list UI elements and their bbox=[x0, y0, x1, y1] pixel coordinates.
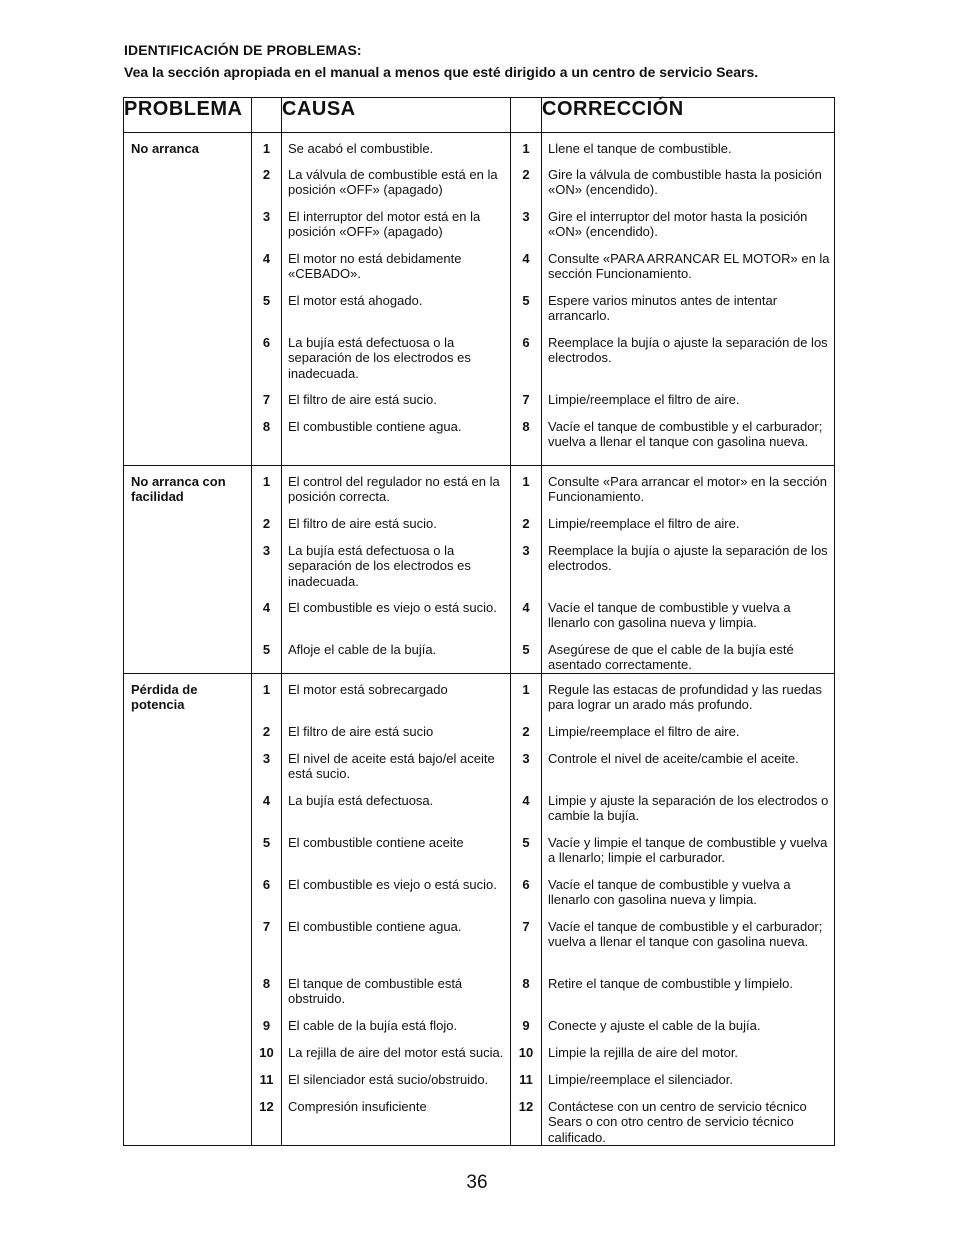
page-number: 36 bbox=[466, 1172, 488, 1193]
correction-text: Retire el tanque de combustible y límpielo. bbox=[548, 976, 793, 991]
correction-text: Contáctese con un centro de servicio técnico Sears o con otro centro de servicio técnico calificado. bbox=[548, 1099, 807, 1145]
correction-number: 2 bbox=[522, 516, 530, 531]
correction-text: Controle el nivel de aceite/cambie el aceite. bbox=[548, 751, 799, 766]
column-header-cause-number bbox=[252, 98, 282, 133]
cause-number: 3 bbox=[262, 751, 271, 766]
column-header-correction: CORRECCIÓN bbox=[542, 98, 835, 133]
cause-text: El motor está ahogado. bbox=[288, 293, 423, 308]
cause-number: 2 bbox=[262, 516, 271, 531]
cause-text: El combustible es viejo o está sucio. bbox=[288, 600, 497, 615]
cause-number: 1 bbox=[262, 141, 271, 156]
correction-number: 7 bbox=[522, 919, 530, 934]
table-row bbox=[124, 674, 835, 1146]
cause-number: 5 bbox=[262, 835, 271, 850]
correction-text: Reemplace la bujía o ajuste la separación de los electrodos. bbox=[548, 543, 828, 574]
correction-text: Limpie/reemplace el filtro de aire. bbox=[548, 516, 740, 531]
cause-text-column bbox=[282, 466, 511, 674]
cause-number: 10 bbox=[259, 1045, 274, 1060]
correction-number-column bbox=[511, 466, 542, 674]
cause-text: El tanque de combustible está obstruido. bbox=[288, 976, 463, 1007]
correction-number: 1 bbox=[522, 474, 530, 489]
cause-text: El filtro de aire está sucio. bbox=[288, 516, 437, 531]
correction-number: 2 bbox=[522, 724, 530, 739]
correction-text-column bbox=[542, 674, 835, 1146]
cause-text: El combustible contiene aceite bbox=[288, 835, 464, 850]
correction-number: 9 bbox=[522, 1018, 530, 1033]
cause-text: El filtro de aire está sucio. bbox=[288, 392, 437, 407]
correction-text: Consulte «Para arrancar el motor» en la sección Funcionamiento. bbox=[548, 474, 827, 505]
cause-number: 8 bbox=[262, 419, 271, 434]
cause-number: 2 bbox=[262, 167, 271, 182]
correction-text: Reemplace la bujía o ajuste la separación de los electrodos. bbox=[548, 335, 828, 366]
cause-text: El motor está sobrecargado bbox=[288, 682, 448, 697]
correction-text-column bbox=[542, 466, 835, 674]
correction-number: 1 bbox=[522, 682, 530, 697]
correction-text: Limpie/reemplace el filtro de aire. bbox=[548, 392, 740, 407]
cause-number: 5 bbox=[262, 642, 271, 657]
correction-number: 3 bbox=[522, 751, 530, 766]
cause-number-column bbox=[252, 133, 282, 466]
cause-number: 8 bbox=[262, 976, 271, 991]
correction-number-column bbox=[511, 674, 542, 1146]
problem-cell: Pérdida de potencia bbox=[124, 674, 252, 1146]
correction-text: Espere varios minutos antes de intentar arrancarlo. bbox=[548, 293, 778, 324]
correction-number: 8 bbox=[522, 976, 530, 991]
correction-text: Vacíe el tanque de combustible y vuelva a llenarlo con gasolina nueva y limpia. bbox=[548, 877, 791, 908]
correction-text: Conecte y ajuste el cable de la bujía. bbox=[548, 1018, 761, 1033]
cause-number: 4 bbox=[262, 251, 271, 266]
section-subtitle: Vea la sección apropiada en el manual a menos que esté dirigido a un centro de servicio Sears. bbox=[124, 64, 759, 80]
correction-number: 4 bbox=[522, 793, 530, 808]
correction-number: 7 bbox=[522, 392, 530, 407]
correction-number: 12 bbox=[518, 1099, 534, 1114]
table-row bbox=[124, 466, 835, 674]
cause-text: La bujía está defectuosa. bbox=[288, 793, 434, 808]
cause-number: 7 bbox=[262, 392, 271, 407]
cause-number-column bbox=[252, 674, 282, 1146]
table-row bbox=[124, 133, 835, 466]
cause-text: El combustible contiene agua. bbox=[288, 919, 462, 934]
correction-number-column bbox=[511, 133, 542, 466]
cause-number: 2 bbox=[262, 724, 271, 739]
correction-text: Vacíe el tanque de combustible y vuelva a llenarlo con gasolina nueva y limpia. bbox=[548, 600, 791, 631]
problem-group bbox=[124, 674, 835, 1146]
cause-text: La bujía está defectuosa o la separación de los electrodos es inadecuada. bbox=[288, 335, 471, 381]
cause-text: Se acabó el combustible. bbox=[288, 141, 434, 156]
cause-text: El filtro de aire está sucio bbox=[288, 724, 434, 739]
cause-number-column bbox=[252, 466, 282, 674]
column-header-problem: PROBLEMA bbox=[124, 98, 252, 133]
cause-number: 12 bbox=[259, 1099, 274, 1114]
correction-text-column bbox=[542, 133, 835, 466]
cause-text: Afloje el cable de la bujía. bbox=[288, 642, 437, 657]
cause-text-column bbox=[282, 133, 511, 466]
correction-text: Gire la válvula de combustible hasta la posición «ON» (encendido). bbox=[548, 167, 822, 198]
correction-number: 4 bbox=[522, 251, 530, 266]
correction-number: 10 bbox=[518, 1045, 534, 1060]
column-header-correction-number bbox=[511, 98, 542, 133]
correction-number: 1 bbox=[522, 141, 530, 156]
correction-number: 2 bbox=[522, 167, 530, 182]
cause-number: 4 bbox=[262, 600, 271, 615]
cause-number: 3 bbox=[262, 543, 271, 558]
cause-number: 6 bbox=[262, 335, 271, 350]
cause-number: 9 bbox=[262, 1018, 271, 1033]
cause-number: 1 bbox=[262, 682, 271, 697]
cause-text: El cable de la bujía está flojo. bbox=[288, 1018, 458, 1033]
correction-number: 6 bbox=[522, 335, 530, 350]
correction-text: Consulte «PARA ARRANCAR EL MOTOR» en la sección Funcionamiento. bbox=[548, 251, 830, 282]
cause-text: El interruptor del motor está en la posición «OFF» (apagado) bbox=[288, 209, 481, 240]
cause-text: El motor no está debidamente «CEBADO». bbox=[288, 251, 462, 282]
correction-number: 3 bbox=[522, 209, 530, 224]
correction-number: 5 bbox=[522, 293, 530, 308]
correction-number: 8 bbox=[522, 419, 530, 434]
troubleshooting-table bbox=[123, 97, 835, 1146]
cause-text: El silenciador está sucio/obstruido. bbox=[288, 1072, 489, 1087]
problem-cell: No arranca con facilidad bbox=[124, 466, 252, 674]
correction-text: Limpie la rejilla de aire del motor. bbox=[548, 1045, 739, 1060]
table-header-row bbox=[124, 98, 835, 133]
cause-number: 5 bbox=[262, 293, 271, 308]
correction-text: Gire el interruptor del motor hasta la posición «ON» (encendido). bbox=[548, 209, 808, 240]
correction-text: Limpie/reemplace el filtro de aire. bbox=[548, 724, 740, 739]
cause-number: 6 bbox=[262, 877, 271, 892]
correction-text: Asegúrese de que el cable de la bujía esté asentado correctamente. bbox=[548, 642, 794, 673]
cause-text: El control del regulador no está en la posición correcta. bbox=[288, 474, 500, 505]
cause-number: 4 bbox=[262, 793, 271, 808]
cause-text: El combustible contiene agua. bbox=[288, 419, 462, 434]
correction-text: Vacíe y limpie el tanque de combustible y vuelva a llenarlo; limpie el carburador. bbox=[548, 835, 828, 866]
cause-text-column bbox=[282, 674, 511, 1146]
cause-number: 1 bbox=[262, 474, 271, 489]
cause-text: El combustible es viejo o está sucio. bbox=[288, 877, 497, 892]
cause-number: 11 bbox=[259, 1072, 274, 1087]
cause-text: El nivel de aceite está bajo/el aceite está sucio. bbox=[288, 751, 495, 782]
cause-text: La válvula de combustible está en la posición «OFF» (apagado) bbox=[288, 167, 498, 198]
cause-text: La bujía está defectuosa o la separación de los electrodos es inadecuada. bbox=[288, 543, 471, 589]
correction-number: 5 bbox=[522, 835, 530, 850]
correction-text: Llene el tanque de combustible. bbox=[548, 141, 732, 156]
cause-number: 3 bbox=[262, 209, 271, 224]
correction-text: Limpie y ajuste la separación de los electrodos o cambie la bujía. bbox=[548, 793, 829, 824]
correction-text: Regule las estacas de profundidad y las ruedas para lograr un arado más profundo. bbox=[548, 682, 822, 713]
correction-number: 11 bbox=[519, 1072, 533, 1087]
correction-number: 6 bbox=[522, 877, 530, 892]
correction-text: Limpie/reemplace el silenciador. bbox=[548, 1072, 733, 1087]
problem-group bbox=[124, 466, 835, 674]
correction-text: Vacíe el tanque de combustible y el carburador; vuelva a llenar el tanque con gasolina nueva. bbox=[548, 919, 823, 950]
problem-group bbox=[124, 133, 835, 466]
correction-number: 4 bbox=[522, 600, 530, 615]
cause-text: La rejilla de aire del motor está sucia. bbox=[288, 1045, 504, 1060]
correction-number: 5 bbox=[522, 642, 530, 657]
section-title: IDENTIFICACIÓN DE PROBLEMAS: bbox=[124, 42, 362, 58]
cause-text: Compresión insuficiente bbox=[288, 1099, 427, 1114]
correction-text: Vacíe el tanque de combustible y el carburador; vuelva a llenar el tanque con gasolina nueva. bbox=[548, 419, 823, 450]
cause-number: 7 bbox=[262, 919, 271, 934]
correction-number: 3 bbox=[522, 543, 530, 558]
column-header-cause: CAUSA bbox=[282, 98, 511, 133]
problem-cell: No arranca bbox=[124, 133, 252, 466]
